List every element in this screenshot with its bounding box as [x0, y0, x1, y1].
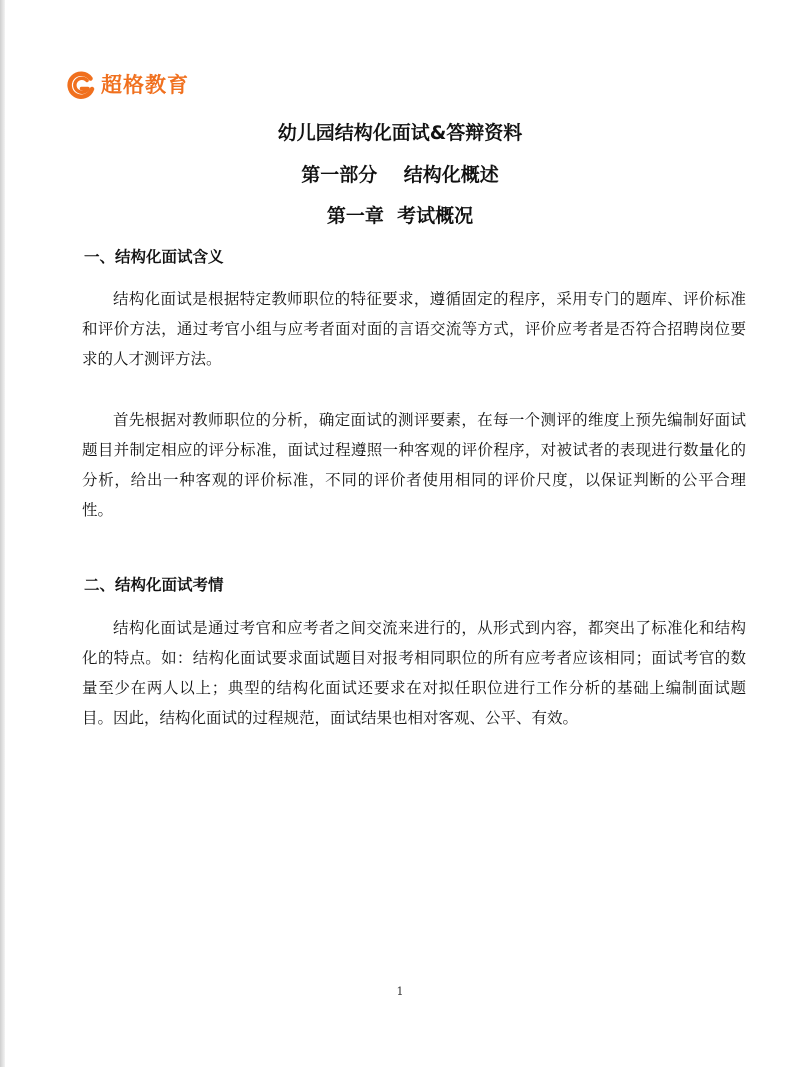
paragraph-exam-info: 结构化面试是通过考官和应考者之间交流来进行的，从形式到内容，都突出了标准化和结构化的特点。如：结构化面试要求面试题目对报考相同职位的所有应考者应该相同；面试考官的数量至少在两人以上；典型的结构化面试还要求在对拟任职位进行工作分析的基础上编制面试题目。因此，结构化面试的过程规范，面试结果也相对客观、公平、有效。 [82, 619, 746, 727]
brand-logo [66, 69, 189, 101]
section-heading-exam-info: 二、结构化面试考情 [84, 576, 224, 594]
section-heading-meaning: 一、结构化面试含义 [84, 248, 224, 266]
paragraph-procedure: 首先根据对教师职位的分析，确定面试的测评要素，在每一个测评的维度上预先编制好面试题目并制定相应的评分标准，面试过程遵照一种客观的评价程序，对被试者的表现进行数量化的分析，给出一种客观的评价标准，不同的评价者使用相同的评价尺度，以保证判断的公平合理性。 [82, 411, 746, 519]
page-left-edge [0, 0, 5, 1067]
brand-logo-icon [66, 70, 96, 100]
brand-name: 超格教育 [101, 73, 189, 97]
document-title: 幼儿园结构化面试&答辩资料 [277, 122, 523, 144]
paragraph-definition: 结构化面试是根据特定教师职位的特征要求，遵循固定的程序，采用专门的题库、评价标准和评价方法，通过考官小组与应考者面对面的言语交流等方式，评价应考者是否符合招聘岗位要求的人才测评方法。 [82, 290, 746, 368]
part-title: 第一部分 结构化概述 [301, 164, 499, 186]
page-number: 1 [396, 985, 404, 998]
chapter-title: 第一章 考试概况 [326, 205, 474, 227]
